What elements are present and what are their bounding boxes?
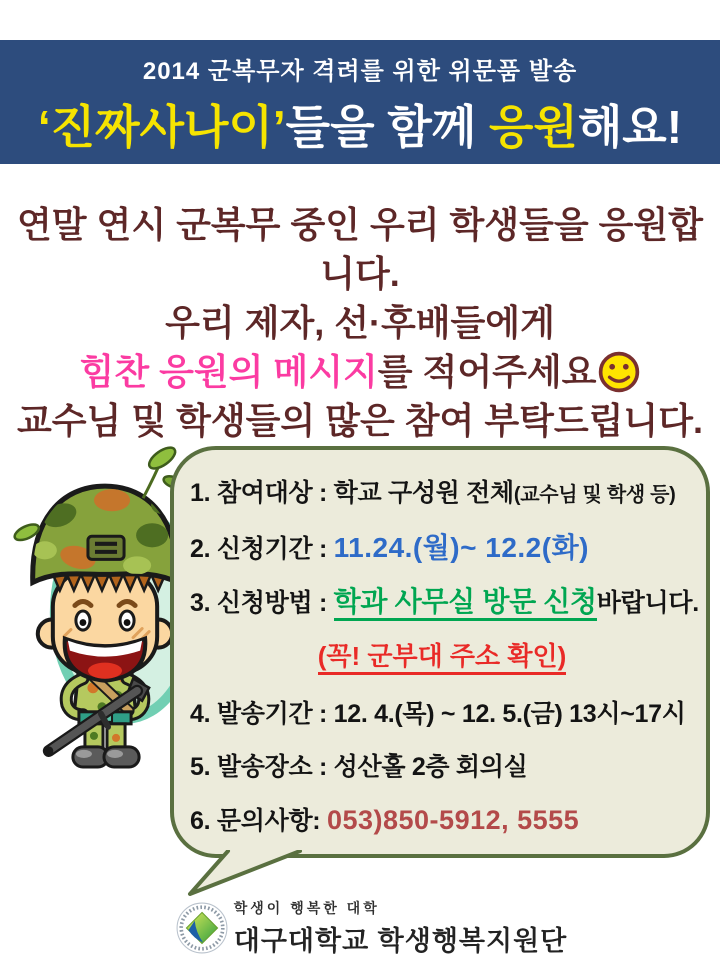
notice-note-text: (꼭! 군부대 주소 확인) bbox=[318, 641, 567, 675]
notice-item-5 bbox=[190, 750, 694, 784]
notice-item-6-label: 6. 문의사항: bbox=[190, 807, 327, 835]
notice-item-3-suffix: 바랍니다. bbox=[596, 589, 699, 617]
notice-item-6-phone: 053)850-5912, 5555 bbox=[326, 805, 580, 835]
notice-item-3 bbox=[190, 585, 699, 620]
footer-text bbox=[234, 898, 568, 958]
title-highlight-2: 응원 bbox=[488, 101, 578, 153]
notice-item-2 bbox=[190, 531, 694, 566]
notice-item-3-method: 학과 사무실 방문 신청 bbox=[334, 586, 597, 621]
notice-item-2-label: 2. 신청기간 : bbox=[190, 535, 334, 563]
footer bbox=[0, 898, 720, 958]
title-highlight-1: ‘진짜사나이’ bbox=[37, 101, 286, 153]
notice-item-3-note bbox=[190, 639, 694, 678]
notice-item-1-value: 학교 구성원 전체 bbox=[333, 479, 514, 507]
notice-item-1-label: 1. 참여대상 : bbox=[190, 479, 334, 507]
intro-line-3 bbox=[0, 347, 720, 396]
header-title bbox=[0, 91, 720, 157]
title-end: 해요! bbox=[577, 101, 683, 153]
notice-item-1 bbox=[190, 476, 694, 512]
notice-item-2-dates: 11.24.(월)~ 12.2(화) bbox=[333, 532, 589, 563]
bubble-tail bbox=[186, 850, 306, 898]
intro-line-2: 우리 제자, 선·후배들에게 bbox=[165, 302, 555, 343]
intro-line-4: 교수님 및 학생들의 많은 참여 부탁드립니다. bbox=[17, 400, 703, 441]
header-banner bbox=[0, 40, 720, 164]
university-seal-icon bbox=[175, 901, 229, 955]
notice-bubble bbox=[170, 446, 710, 858]
title-mid: 들을 함께 bbox=[285, 101, 489, 153]
footer-organization-name: 대구대학교 학생행복지원단 bbox=[233, 926, 568, 956]
intro-line-3-highlight: 힘찬 응원의 메시지 bbox=[79, 351, 378, 392]
notice-item-4-value: 12. 4.(목) ~ 12. 5.(금) 13시~17시 bbox=[333, 700, 686, 728]
notice-item-5-value: 성산홀 2층 회의실 bbox=[333, 753, 528, 781]
header-subtitle: 2014 군복무자 격려를 위한 위문품 발송 bbox=[142, 58, 578, 85]
intro-text bbox=[0, 200, 720, 445]
notice-item-4 bbox=[190, 697, 694, 731]
notice-item-4-label: 4. 발송기간 : bbox=[190, 700, 334, 728]
notice-item-1-small: (교수님 및 학생 등) bbox=[513, 484, 676, 506]
intro-line-1: 연말 연시 군복무 중인 우리 학생들을 응원합니다. bbox=[17, 204, 703, 294]
smiley-face-icon bbox=[598, 351, 640, 393]
intro-line-3-rest: 를 적어주세요 bbox=[377, 351, 597, 392]
notice-item-6 bbox=[190, 803, 694, 838]
notice-item-5-label: 5. 발송장소 : bbox=[190, 753, 334, 781]
notice-item-3-label: 3. 신청방법 : bbox=[190, 589, 334, 617]
footer-tagline: 학생이 행복한 대학 bbox=[233, 900, 380, 916]
